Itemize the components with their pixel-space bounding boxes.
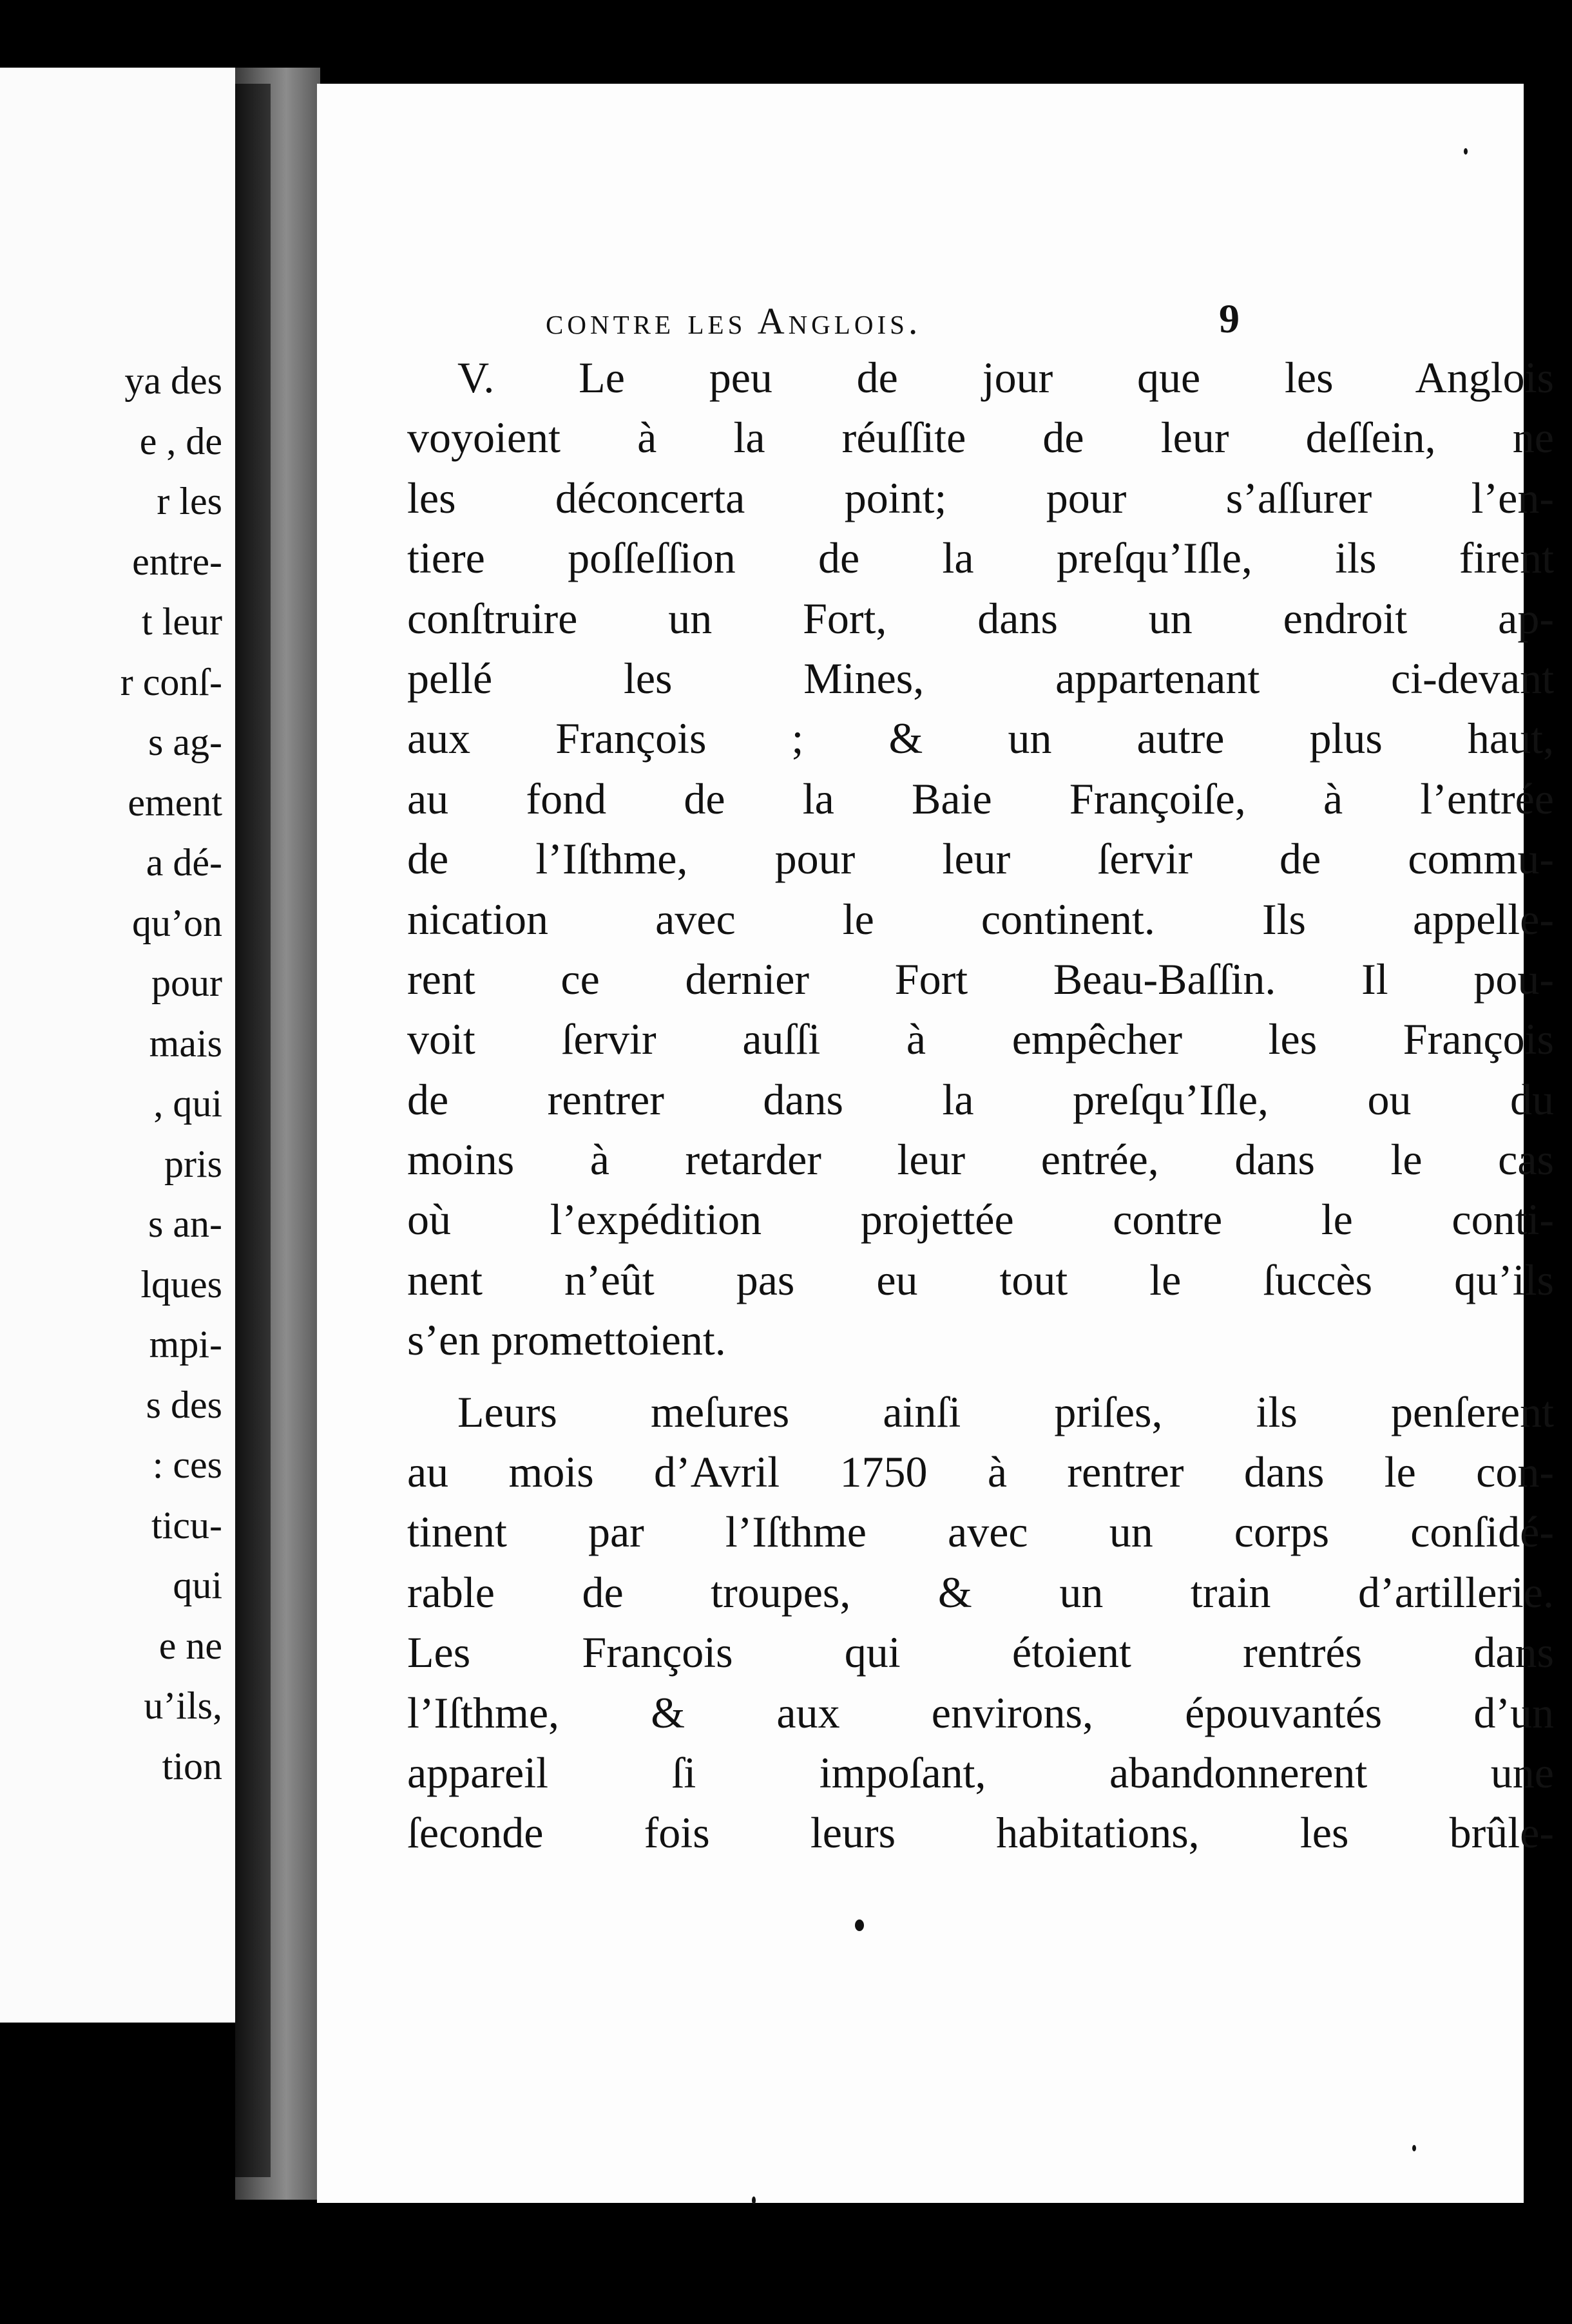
text-line: appareil ſi impoſant, abandonnerent une	[407, 1748, 1554, 1797]
left-page-text	[3, 351, 235, 1796]
left-line: u’ils,	[144, 1684, 222, 1727]
left-line: tion	[162, 1744, 222, 1787]
page-speck	[855, 1919, 864, 1931]
left-line: ya des	[124, 359, 222, 402]
text-line: l’Iſthme, & aux environs, épouvantés d’un	[407, 1688, 1554, 1737]
left-line: s ag-	[148, 721, 222, 763]
text-line: rent ce dernier Fort Beau-Baſſin. Il pou-	[407, 954, 1554, 1004]
body-text	[407, 348, 1554, 1863]
left-line: r les	[157, 480, 222, 522]
left-line: t leur	[142, 600, 222, 643]
paragraph	[407, 1382, 1554, 1863]
text-line: aux François ; & un autre plus haut,	[407, 714, 1554, 763]
left-line: s an-	[148, 1203, 222, 1245]
running-head: contre les Anglois.	[546, 300, 922, 342]
text-line: de rentrer dans la preſqu’Iſle, ou du	[407, 1074, 1554, 1124]
left-line: e ne	[158, 1624, 222, 1667]
left-line: lques	[140, 1262, 222, 1306]
left-line: r conſ-	[120, 660, 222, 703]
text-line: rable de troupes, & un train d’artillerie.	[407, 1567, 1554, 1617]
paragraph	[407, 348, 1554, 1371]
left-line: s des	[146, 1383, 222, 1426]
left-line: ticu-	[151, 1503, 222, 1547]
left-line: : ces	[152, 1443, 222, 1486]
left-line: pour	[151, 962, 222, 1004]
left-line: qui	[173, 1564, 222, 1606]
text-line: tiere poſſeſſion de la preſqu’Iſle, ils firent	[407, 533, 1554, 583]
left-line: e , de	[139, 419, 222, 462]
left-line: mpi-	[149, 1323, 222, 1366]
left-line: ement	[128, 781, 222, 824]
text-line: conſtruire un Fort, dans un endroit ap-	[407, 593, 1554, 643]
text-line: les déconcerta point; pour s’aſſurer l’en-	[407, 473, 1554, 522]
left-line: a dé-	[146, 841, 222, 884]
text-line: moins à retarder leur entrée, dans le cas	[407, 1135, 1554, 1185]
book-spine-shadow	[235, 84, 271, 2177]
page-speck	[752, 2196, 756, 2204]
text-line: pellé les Mines, appartenant ci-devant	[407, 653, 1554, 703]
left-line: , qui	[153, 1082, 222, 1125]
text-line: voyoient à la réuſſite de leur deſſein, ne	[407, 413, 1554, 462]
left-line: entre-	[132, 540, 222, 583]
text-line: s’en promettoient.	[407, 1315, 726, 1365]
text-line: Les François qui étoient rentrés dans	[407, 1628, 1554, 1677]
left-line: qu’on	[132, 901, 222, 944]
text-line: Leurs meſures ainſi priſes, ils penſerent	[457, 1387, 1554, 1436]
text-line: voit ſervir auſſi à empêcher les François	[407, 1014, 1554, 1064]
text-line: où l’expédition projettée contre le conti-	[407, 1195, 1554, 1244]
text-line: nent n’eût pas eu tout le ſuccès qu’ils	[407, 1255, 1554, 1304]
page-number: 9	[1219, 296, 1240, 341]
text-line: tinent par l’Iſthme avec un corps conſidé-	[407, 1507, 1554, 1557]
page-speck	[1464, 148, 1468, 155]
text-line: ſeconde fois leurs habitations, les brûle-	[407, 1808, 1554, 1858]
right-page	[317, 84, 1554, 2203]
page-speck	[1412, 2145, 1416, 2151]
text-line: au fond de la Baie Françoiſe, à l’entrée	[407, 774, 1554, 823]
text-line: de l’Iſthme, pour leur ſervir de commu-	[407, 834, 1554, 884]
text-line: au mois d’Avril 1750 à rentrer dans le con-	[407, 1447, 1554, 1497]
left-line: mais	[149, 1022, 222, 1065]
left-page-fragment	[0, 68, 235, 2023]
left-line: pris	[164, 1142, 222, 1185]
text-line: V. Le peu de jour que les Anglois	[457, 353, 1554, 402]
text-line: nication avec le continent. Ils appelle-	[407, 894, 1554, 944]
